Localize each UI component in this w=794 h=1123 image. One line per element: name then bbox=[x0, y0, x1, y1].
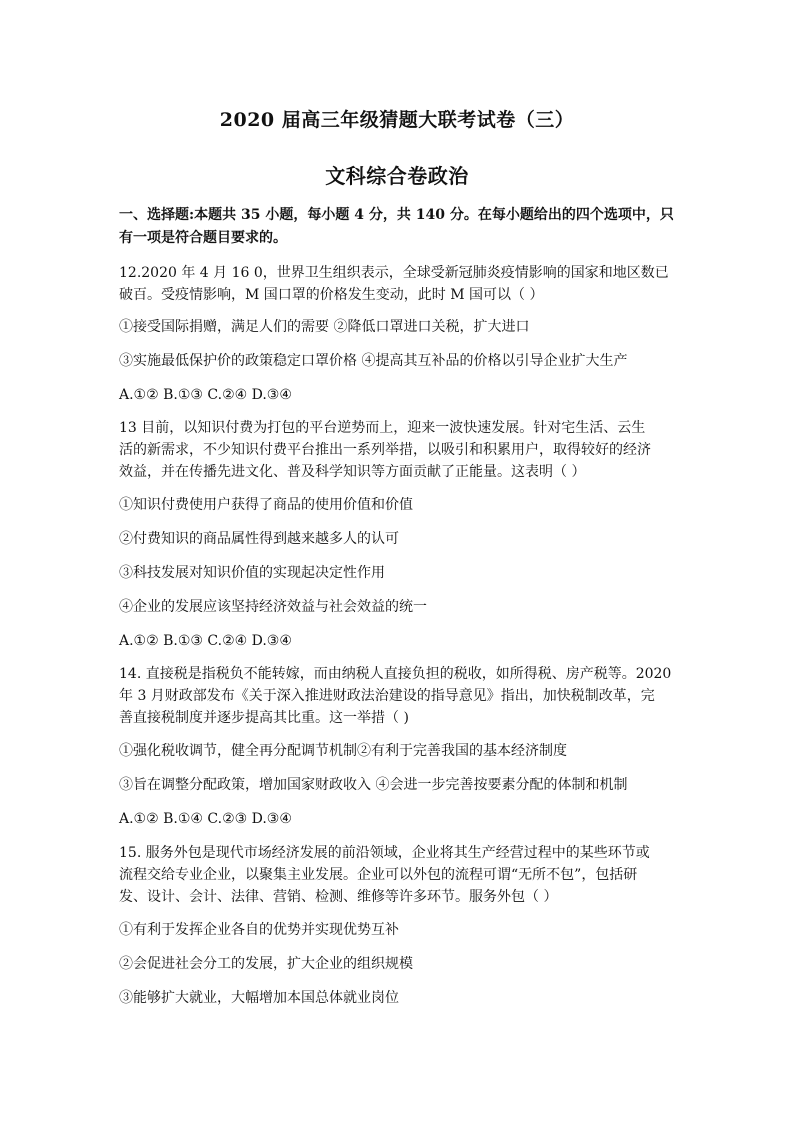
q13-stem-line-1: 13 目前，以知识付费为打包的平台逆势而上，迎来一波快速发展。针对宅生活、云生 bbox=[119, 420, 646, 436]
exam-title: 2020 届高三年级猜题大联考试卷（三） bbox=[219, 109, 575, 131]
q13-stem-line-3: 效益，并在传播先进文化、普及科学知识等方面贡献了正能量。这表明（ ） bbox=[119, 464, 586, 480]
section-instruction-line-2: 有一项是符合题目要求的。 bbox=[119, 230, 287, 246]
q13-answer-choices: A.①② B.①③ C.②④ D.③④ bbox=[119, 633, 292, 649]
q14-options-line-1: ①强化税收调节，健全再分配调节机制②有利于完善我国的基本经济制度 bbox=[119, 743, 567, 759]
q15-stem-line-3: 发、设计、会计、法律、营销、检测、维修等许多环节。服务外包（ ） bbox=[119, 889, 558, 905]
q14-answer-choices: A.①② B.①④ C.②③ D.③④ bbox=[119, 811, 292, 827]
q13-option-4: ④企业的发展应该坚持经济效益与社会效益的统一 bbox=[119, 599, 427, 615]
q12-stem-line-1: 12.2020 年 4 月 16 0，世界卫生组织表示，全球受新冠肺炎疫情影响的国家和地区数已 bbox=[119, 265, 669, 281]
q13-option-3: ③科技发展对知识价值的实现起决定性作用 bbox=[119, 565, 385, 581]
q14-stem-line-3: 善直接税制度并逐步提高其比重。这一举措（ ) bbox=[119, 710, 409, 726]
q12-answer-choices: A.①② B.①③ C.②④ D.③④ bbox=[119, 387, 292, 403]
q15-option-2: ②会促进社会分工的发展，扩大企业的组织规模 bbox=[119, 956, 413, 972]
q15-option-3: ③能够扩大就业，大幅增加本国总体就业岗位 bbox=[119, 990, 399, 1006]
q13-option-1: ①知识付费使用户获得了商品的使用价值和价值 bbox=[119, 497, 413, 513]
q15-stem-line-2: 流程交给专业企业，以聚集主业发展。企业可以外包的流程可谓“无所不包”，包括研 bbox=[119, 867, 638, 883]
q15-option-1: ①有利于发挥企业各自的优势并实现优势互补 bbox=[119, 922, 399, 938]
section-instruction-line-1: 一、选择题:本题共 35 小题，每小题 4 分，共 140 分。在每小题给出的四个选项中，只 bbox=[119, 207, 674, 223]
q14-options-line-2: ③旨在调整分配政策，增加国家财政收入 ④会进一步完善按要素分配的体制和机制 bbox=[119, 777, 628, 793]
q12-options-line-1: ①接受国际捐赠，满足人们的需要 ②降低口罩进口关税，扩大进口 bbox=[119, 319, 530, 335]
q13-option-2: ②付费知识的商品属性得到越来越多人的认可 bbox=[119, 531, 399, 547]
q12-stem-line-2: 破百。受疫情影响，M 国口罩的价格发生变动，此时 M 国可以（ ） bbox=[119, 287, 544, 303]
q14-stem-line-2: 年 3 月财政部发布《关于深入推进财政法治建设的指导意见》指出，加快税制改革，完 bbox=[119, 688, 655, 704]
q14-stem-line-1: 14. 直接税是指税负不能转嫁，而由纳税人直接负担的税收，如所得税、房产税等。2020 bbox=[119, 666, 672, 682]
exam-subtitle: 文科综合卷政治 bbox=[325, 164, 469, 188]
q13-stem-line-2: 活的新需求，不少知识付费平台推出一系列举措，以吸引和积累用户，取得较好的经济 bbox=[119, 442, 651, 458]
q12-options-line-2: ③实施最低保护价的政策稳定口罩价格 ④提高其互补品的价格以引导企业扩大生产 bbox=[119, 353, 628, 369]
q15-stem-line-1: 15. 服务外包是现代市场经济发展的前沿领域，企业将其生产经营过程中的某些环节或 bbox=[119, 845, 650, 861]
